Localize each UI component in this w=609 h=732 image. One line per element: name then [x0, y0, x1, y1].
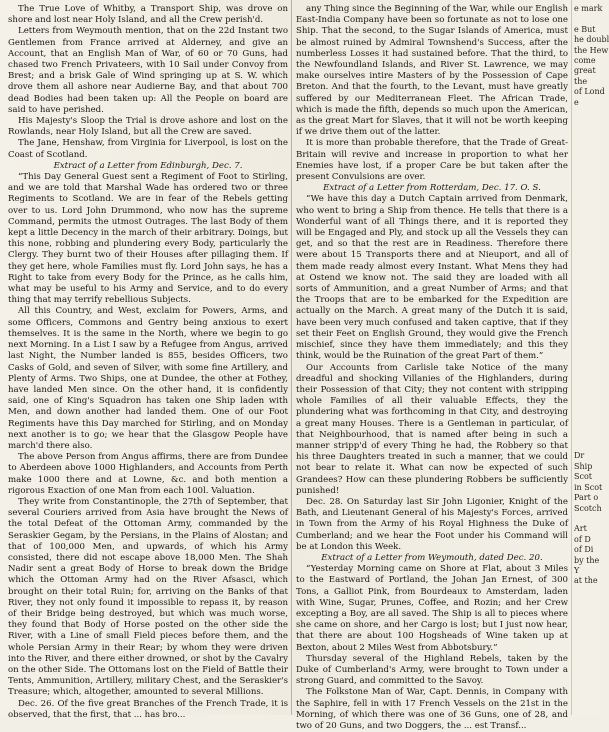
cropped-line: the Hew: [574, 45, 609, 55]
cropped-line: of D: [574, 534, 591, 544]
article-paragraph: “This Day General Guest sent a Regiment of Foot to Stirling, and we are told that Marshal Wade has ordered two or three Regiments to Scotland. We are in fear of the Rebels getting over to us. Lord John Drummond, who now has the supreme Command, permits the utmost Outrages. The last Body of them kept a little Decency in the march of their arbitrary. Doings, but this none, robbing and plundering every Body, particularly the Clergy. They burnt two of their Houses after pillaging them. If they get here, whole Families must fly. Lord John says, he has a Right to take from every Body for the Prince, as he calls him, what may be useful to his Army and Service, and to do every thing that may terrify rebellious Subjects.: [8, 172, 288, 306]
cropped-line: [574, 171, 600, 181]
cropped-line: [574, 337, 600, 347]
letter-heading: Extract of a Letter from Weymouth, dated Dec. 20.: [321, 552, 543, 563]
cropped-line: [574, 316, 600, 326]
cropped-line: Art: [574, 524, 587, 534]
article-paragraph: They write from Constantinople, the 27th of September, that several Couriers arrived from Asia have brought the News of the total Defeat of the Ottoman Army, commanded by the Seraskier Gegam, by the Persians, in the Plains of Alostan; and that of 100,000 Men, and upwards, of which his Army consisted, there did not escape above 18,000 Men. The Shah Nadir sent a great Body of Horse to break down the Bridge which the Ottoman Army had on the River Afsasci, which brought on their total Ruin; for, arriving on the Banks of that River, they not only found it impossible to repass it, by reason of their Bridge being destroyed, but which was much worse, they found that Body of Horse posted on the other side the River, with a Line of small Field pieces before them, and the whole Persian Army in their Rear; by whom they were driven into the River, and there either drowned, or shot by the Cavalry on the other Side. The Ottomans lost on the Field of Battle their Tents, Ammunition, Artillery, military Chest, and the Seraskier's Treasure; which, altogether, amounted to several Millions.: [8, 496, 288, 698]
article-paragraph: All this Country, and West, exclaim for Powers, Arms, and some Officers, Commons and Gentry being anxious to exert themselves. It is the same in the North, where we begin to go next Morning. In a List I saw by a Refugee from Angus, arrived last Night, the Number landed is 855, besides Officers, two Casks of Gold, and seven of Silver, with some fine Artillery, and Plenty of Arms. Two Ships, one at Dundee, the other at Fothey, have landed Men since. On the other hand, it is confidently said, one of King's Squadron has taken one Ship laden with Men, and down another had landed them. One of our Foot Regiments have this Day marched for Stirling, and on Monday next another is to go; we hear that the Glasgow People have march'd there also.: [8, 306, 288, 451]
article-paragraph: Thursday several of the Highland Rebels, taken by the Duke of Cumberland's Army, were brought to Town under a strong Guard, and committed to the Savoy.: [296, 653, 568, 687]
cropped-line: [574, 243, 600, 253]
cropped-line: [574, 285, 600, 295]
cropped-line: e: [574, 97, 579, 107]
cropped-line: [574, 379, 600, 389]
article-paragraph: Dec. 26. Of the five great Branches of the French Trade, it is observed, that the first, that ... has bro...: [8, 698, 288, 720]
cropped-line: [574, 233, 600, 243]
article-paragraph: Dec. 28. On Saturday last Sir John Ligonier, Knight of the Bath, and Lieutenant General of his Majesty's Forces, arrived in Town from the Army of his Royal Highness the Duke of Cumberland; and we hear the Foot under his Command will be at London this Week.: [296, 496, 568, 552]
cropped-column-fragment: [574, 4, 609, 710]
cropped-line: in Scot: [574, 482, 603, 492]
cropped-line: [574, 14, 600, 24]
cropped-line: [574, 389, 600, 399]
cropped-line: [574, 431, 600, 441]
cropped-line: [574, 514, 600, 524]
article-paragraph: His Majesty's Sloop the Trial is drove ashore and lost on the Rowlands, near Holy Island, but all the Crew are saved.: [8, 116, 288, 138]
cropped-line: [574, 420, 600, 430]
cropped-line: of Lond: [574, 87, 605, 97]
cropped-line: [574, 118, 600, 128]
letter-heading: Extract of a Letter from Rotterdam, Dec. 17. O. S.: [323, 183, 541, 194]
cropped-line: [574, 410, 600, 420]
cropped-line: [574, 160, 600, 170]
cropped-line: [574, 295, 600, 305]
cropped-line: [574, 368, 600, 378]
article-paragraph: Our Accounts from Carlisle take Notice of the many dreadful and shocking Villanies of the Highlanders, during their Possession of that City; they not content with stripping whole Families of all their valuable Effects, they the plundering what was forthcoming in that City, and destroying a great many Houses. There is a Gentleman in particular, of that Neighbourhood, that is named after being in such a manner stripp'd of every Thing he had, the Robbery so that his three Daughters treated in such a manner, that we could not bear to relate it. What can now be expected of such Grandees? How can these plundering Robbers be sufficiently punished!: [296, 362, 568, 496]
article-paragraph: “Yesterday Morning came on Shore at Flat, about 3 Miles to the Eastward of Portland, the Johan Jan Ernest, of 300 Tons, a Galliot Pink, from Bourdeaux to Amsterdam, laden with Wine, Sugar, Prunes, Coffee, and Rozin; and her Crew excepting a Boy, are all saved. The Ship is all to pieces where she came on shore, and her Cargo is lost; but I just now hear, that there are about 100 Hogsheads of Wine taken up at Bexton, about 2 Miles West from Abbotsbury.”: [296, 564, 568, 653]
cropped-line: [574, 358, 600, 368]
cropped-line: [574, 264, 600, 274]
cropped-line: [574, 202, 600, 212]
cropped-line: Ship: [574, 461, 593, 471]
article-paragraph: any Thing since the Beginning of the War, while our English East-India Company have been so fortunate as not to lose one Ship. That the second, to the Sugar Islands of America, must be almost ruined by Admiral Townshend's Success, after the numberless Losses it had sustained before. That the third, to the Newfoundland Islands, and River St. Lawrence, we may make ourselves intire Masters of by the Possession of Cape Breton. And that the fourth, to the Levant, must have greatly suffered by our Mediterranean Fleet. The African Trade, which is made the fifth, depends so much upon the American, as the great Mart for Slaves, that it will not be worth keeping if we drive them out of the latter.: [296, 4, 568, 138]
cropped-line: at the: [574, 576, 598, 586]
cropped-line: [574, 306, 600, 316]
article-paragraph: The Jane, Henshaw, from Virginia for Liverpool, is lost on the Coast of Scotland.: [8, 138, 288, 160]
cropped-line: great: [574, 66, 596, 76]
cropped-line: [574, 347, 600, 357]
right-column: [296, 4, 568, 731]
cropped-line: Dr: [574, 451, 585, 461]
cropped-line: Scotch: [574, 503, 602, 513]
cropped-line: [574, 327, 600, 337]
cropped-line: [574, 275, 600, 285]
cropped-line: [574, 129, 600, 139]
cropped-line: [574, 399, 600, 409]
cropped-line: the: [574, 76, 588, 86]
cropped-line: of Di: [574, 545, 594, 555]
article-paragraph: The True Love of Whitby, a Transport Ship, was drove on shore and lost near Holy Island, and all the Crew perish'd.: [8, 4, 288, 26]
cropped-line: e mark: [574, 4, 603, 13]
left-column: [8, 4, 288, 720]
cropped-line: [574, 150, 600, 160]
cropped-line: [574, 191, 600, 201]
article-paragraph: The above Person from Angus affirms, there are from Dundee to Aberdeen above 1000 Highlanders, and Accounts from Perth make 1000 there and at Lowne, &c. and both mention a rigorous Exaction of one Man from each 100l. Valuation.: [8, 452, 288, 496]
cropped-line: Part o: [574, 493, 599, 503]
column-divider: [571, 0, 572, 715]
cropped-line: [574, 254, 600, 264]
cropped-line: [574, 212, 600, 222]
letter-heading: Extract of a Letter from Edinburgh, Dec. 7.: [53, 160, 243, 171]
cropped-line: come: [574, 56, 596, 66]
article-paragraph: The Folkstone Man of War, Capt. Dennis, in Company with the Saphire, fell in with 17 French Vessels on the 21st in the Morning, of which there was one of 36 Guns, one of 28, and two of 20 Guns, and two Doggers, the ... est Transf...: [296, 687, 568, 731]
cropped-line: he doubl: [574, 35, 609, 45]
cropped-line: by the: [574, 555, 600, 565]
cropped-line: [574, 181, 600, 191]
article-paragraph: “We have this day a Dutch Captain arrived from Denmark, who went to bring a Ship from thence. He tells that there is a Wonderful want of all Things there, and it is reported they will be Engaged and Ply, and stock up all the Vessels they can get, and so that the rest are in Readiness. Therefore there were about 15 Transports there and at Nieuport, and all of them made ready almost every Instant. What Mens they had at Ostend we know not. The said they are loaded with all sorts of Ammunition, and a great Number of Arms; and that the Troops that are to be embarked for the Expedition are actually on the March. A great many of the Dutch it is said, have been very much confused and taken captive, that if they set their Feet on English Ground, they would give the French mischief, since they have them immediately; and this they think, would be the Ruination of the great Part of them.”: [296, 194, 568, 362]
article-paragraph: It is more than probable therefore, that the Trade of Great-Britain will revive and increase in proportion to what her Enemies have lost, if a proper Care be but taken after the present Convulsions are over.: [296, 138, 568, 183]
cropped-line: [574, 139, 600, 149]
cropped-line: Y: [574, 565, 580, 575]
cropped-line: [574, 108, 600, 118]
column-divider: [291, 0, 292, 715]
cropped-line: [574, 441, 600, 451]
cropped-line: [574, 223, 600, 233]
cropped-line: e But: [574, 24, 596, 34]
cropped-line: Scot: [574, 472, 592, 482]
article-paragraph: Letters from Weymouth mention, that on the 22d Instant two Gentlemen from France arrived at Alderney, and give an Account, that an English Man of War, of 60 or 70 Guns, had chased two French Privateers, with 10 Sail under Convoy from Brest; and a brisk Gale of Wind springing up at S. W. which drove them all ashore near Audierne Bay, and that about 700 dead Bodies had been taken up: All the People on board are said to have perished.: [8, 26, 288, 115]
